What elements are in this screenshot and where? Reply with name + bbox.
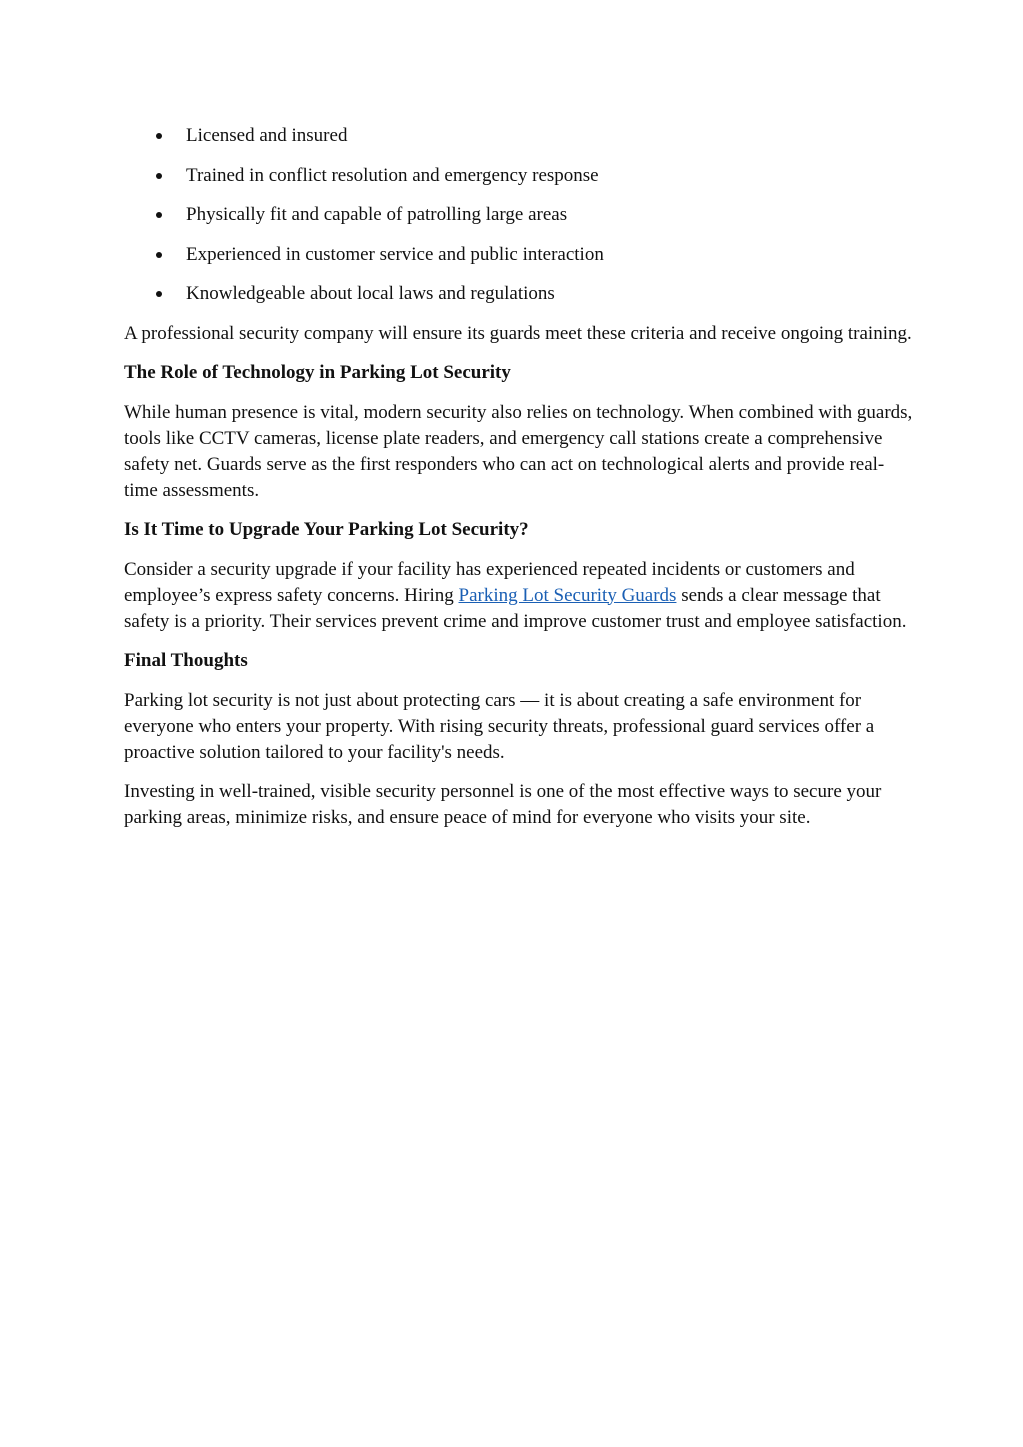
upgrade-paragraph xyxy=(124,557,914,635)
bullet-icon xyxy=(156,133,162,139)
upgrade-text-after-link: sends a clear message that safety is a priority. Their services prevent crime and improve customer trust and employee satisfaction. xyxy=(124,584,907,632)
technology-heading: The Role of Technology in Parking Lot Security xyxy=(124,362,511,383)
parking-lot-security-guards-link[interactable]: Parking Lot Security Guards xyxy=(458,584,677,606)
list-item xyxy=(124,202,914,228)
list-item xyxy=(124,163,914,189)
list-item xyxy=(124,123,914,149)
list-item xyxy=(124,242,914,268)
upgrade-text-before-link: Consider a security upgrade if your facility has experienced repeated incidents or customers and employee’s express safety concerns. Hiring xyxy=(124,558,855,606)
bullet-icon xyxy=(156,212,162,218)
list-item xyxy=(124,281,914,307)
list-item-text: Knowledgeable about local laws and regulations xyxy=(186,283,555,304)
technology-paragraph: While human presence is vital, modern security also relies on technology. When combined with guards, tools like CCTV cameras, license plate readers, and emergency call stations create a comprehensive safety net. Guards serve as the first responders who can act on technological alerts and provide real-time assessments. xyxy=(124,401,913,501)
list-item-text: Physically fit and capable of patrolling large areas xyxy=(186,204,568,225)
final-thoughts-paragraph-1: Parking lot security is not just about protecting cars — it is about creating a safe environment for everyone who enters your property. With rising security threats, professional guard services offer a proactive solution tailored to your facility's needs. xyxy=(124,689,875,763)
bullet-icon xyxy=(156,291,162,297)
final-thoughts-paragraph-2: Investing in well-trained, visible security personnel is one of the most effective ways to secure your parking areas, minimize risks, and ensure peace of mind for everyone who visits your site. xyxy=(124,781,882,828)
final-thoughts-heading: Final Thoughts xyxy=(124,650,248,671)
list-item-text: Licensed and insured xyxy=(186,125,348,146)
upgrade-heading: Is It Time to Upgrade Your Parking Lot Security? xyxy=(124,519,529,540)
criteria-paragraph: A professional security company will ensure its guards meet these criteria and receive ongoing training. xyxy=(124,322,912,344)
list-item-text: Trained in conflict resolution and emergency response xyxy=(186,164,599,186)
bullet-icon xyxy=(156,173,162,179)
qualifications-list xyxy=(124,123,914,307)
document-page xyxy=(124,123,914,845)
list-item-text: Experienced in customer service and public interaction xyxy=(186,243,604,265)
bullet-icon xyxy=(156,252,162,258)
